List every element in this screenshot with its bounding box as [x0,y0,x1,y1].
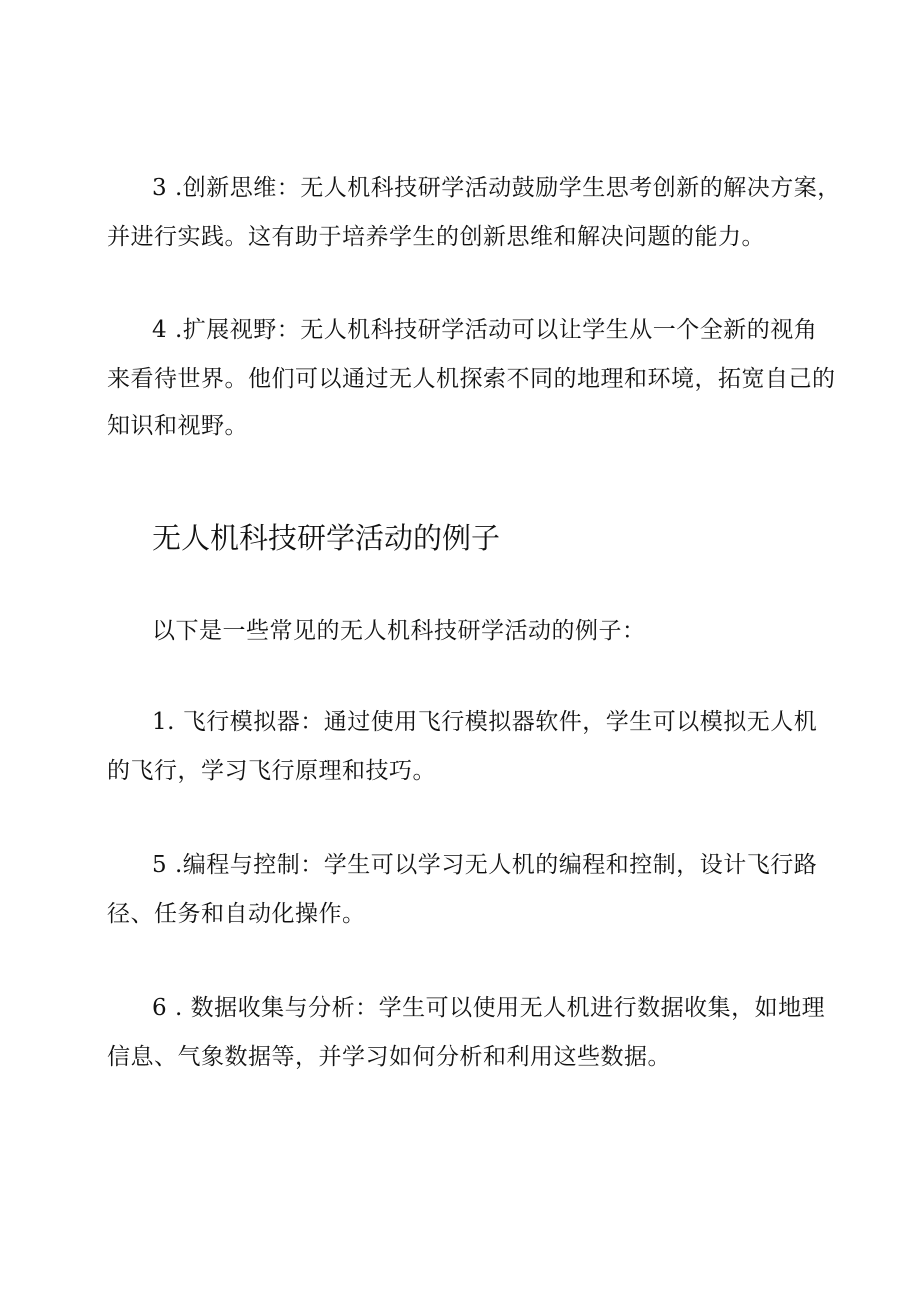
section-intro: 以下是一些常见的无人机科技研学活动的例子： [152,618,646,644]
list-item-3-line-2: 信息、气象数据等，并学习如何分析和利用这些数据。 [107,1044,671,1070]
section-heading: 无人机科技研学活动的例子 [152,521,501,555]
list-item-2-line-2: 径、任务和自动化操作。 [107,901,366,927]
paragraph-4-line-2: 来看待世界。他们可以通过无人机探索不同的地理和环境，拓宽自己的 [107,366,836,392]
list-item-3-line-1: 6 . 数据收集与分析：学生可以使用无人机进行数据收集，如地理 [152,995,826,1021]
paragraph-4-line-3: 知识和视野。 [107,413,248,439]
list-item-1-line-2: 的飞行，学习飞行原理和技巧。 [107,758,436,784]
list-item-1-line-1: 1. 飞行模拟器：通过使用飞行模拟器软件，学生可以模拟无人机 [152,709,818,735]
paragraph-4-line-1: 4 .扩展视野：无人机科技研学活动可以让学生从一个全新的视角 [152,317,818,343]
list-item-2-line-1: 5 .编程与控制：学生可以学习无人机的编程和控制，设计飞行路 [152,852,818,878]
paragraph-3-line-1: 3 .创新思维：无人机科技研学活动鼓励学生思考创新的解决方案， [152,175,841,201]
paragraph-3-line-2: 并进行实践。这有助于培养学生的创新思维和解决问题的能力。 [107,224,765,250]
